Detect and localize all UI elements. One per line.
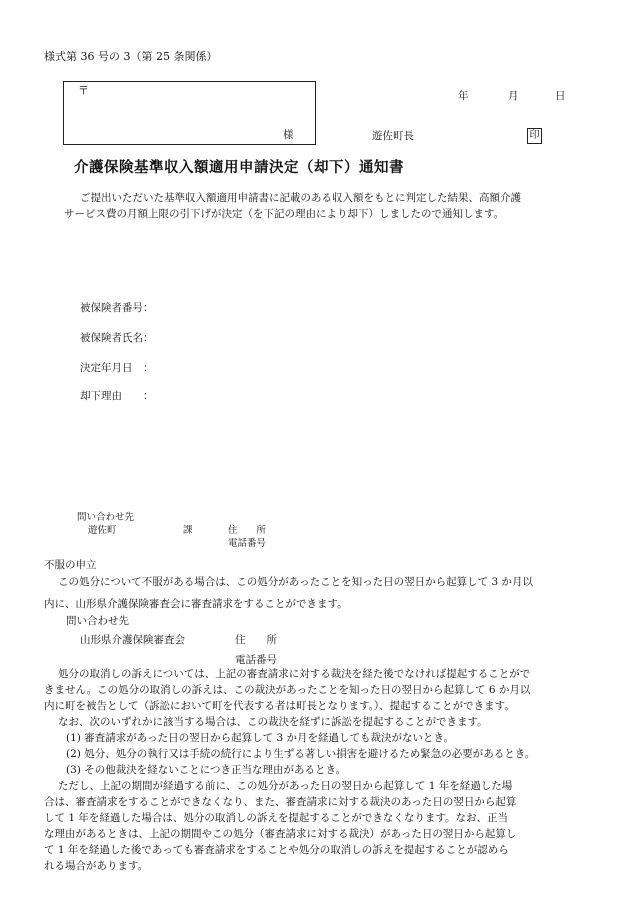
form-number: 様式第 36 号の 3（第 25 条関係）	[44, 50, 218, 63]
intro-line-2: サービス費の月額上限の引下げが決定（を下記の理由により却下）しましたので通知します。	[64, 208, 505, 220]
lawsuit-line-2: きません。この処分の取消しの訴えは、この裁決があったことを知った日の翌日から起算して 6 か月以	[44, 684, 531, 696]
lawsuit-line-3: 内に町を被告として（訴訟において町を代表する者は町長となります。）、提起することができます。	[44, 700, 515, 712]
inquiry-heading: 問い合わせ先	[77, 512, 135, 523]
objection-heading: 不服の申立	[44, 559, 97, 571]
objection-phone: 電話番号	[235, 654, 277, 666]
lawsuit-item-3: (3) その他裁決を経ないことにつき正当な理由があるとき。	[66, 764, 347, 776]
objection-contact-heading: 問い合わせ先	[66, 615, 129, 627]
objection-line-2: 内に、山形県介護保険審査会に審査請求をすることができます。	[44, 598, 348, 610]
lawsuit-item-1: (1) 審査請求があった日の翌日から起算して 3 か月を経過しても裁決がないとき。	[66, 732, 455, 744]
intro-line-1: ご提出いただいた基準収入額適用申請書に記載のある収入額をもとに判定した結果、高額介護	[80, 192, 521, 204]
recipient-honorific: 様	[283, 129, 294, 141]
inquiry-town: 遊佐町	[88, 525, 117, 536]
document-title: 介護保険基準収入額適用申請決定（却下）通知書	[74, 160, 404, 176]
closing-line-4: な理由があるときは、上記の期間やこの処分（審査請求に対する裁決）があった日の翌日から起算し	[44, 828, 517, 840]
lawsuit-line-1: 処分の取消しの訴えについては、上記の審査請求に対する裁決を経た後でなければ提起することがで	[58, 668, 531, 680]
issuer-name: 遊佐町長	[372, 130, 414, 142]
objection-address: 住 所	[235, 634, 277, 646]
lawsuit-item-2: (2) 処分、処分の執行又は手続の続行により生ずる著しい損害を避けるため緊急の必要があるとき。	[66, 748, 536, 760]
date-day: 日	[555, 90, 566, 102]
decision-date-label: 決定年月日 ：	[80, 362, 154, 374]
inquiry-section: 課	[183, 525, 193, 536]
closing-line-2: 合は、審査請求をすることができなくなり、また、審査請求に対する裁決のあった日の翌日から起算	[44, 796, 517, 808]
date-month: 月	[508, 90, 519, 102]
closing-line-3: して 1 年を経過した場合は、処分の取消しの訴えを提起することができなくなります。なお、正当	[44, 812, 509, 824]
insured-name-label: 被保険者氏名：	[80, 332, 154, 344]
closing-line-1: ただし、上記の期間が経過する前に、この処分があった日の翌日から起算して 1 年を経過した場	[58, 780, 513, 792]
inquiry-phone: 電話番号	[228, 538, 267, 549]
rejection-reason-label: 却下理由 ：	[80, 390, 154, 402]
closing-line-6: れる場合があります。	[44, 860, 149, 872]
date-year: 年	[458, 90, 469, 102]
postal-mark: 〒	[78, 84, 89, 97]
address-box	[63, 81, 316, 145]
closing-line-5: て 1 年を経過した後であっても審査請求をすることや処分の取消しの訴えを提起することが認めら	[44, 844, 509, 856]
inquiry-address: 住 所	[228, 525, 267, 536]
insured-number-label: 被保険者番号：	[80, 302, 154, 314]
lawsuit-line-4: なお、次のいずれかに該当する場合は、この裁決を経ずに訴訟を提起することができます。	[58, 716, 488, 728]
objection-council: 山形県介護保険審査会	[80, 634, 185, 646]
objection-line-1: この処分について不服がある場合は、この処分があったことを知った日の翌日から起算して 3 か月以	[58, 576, 534, 588]
seal-stamp: 印	[527, 128, 542, 144]
